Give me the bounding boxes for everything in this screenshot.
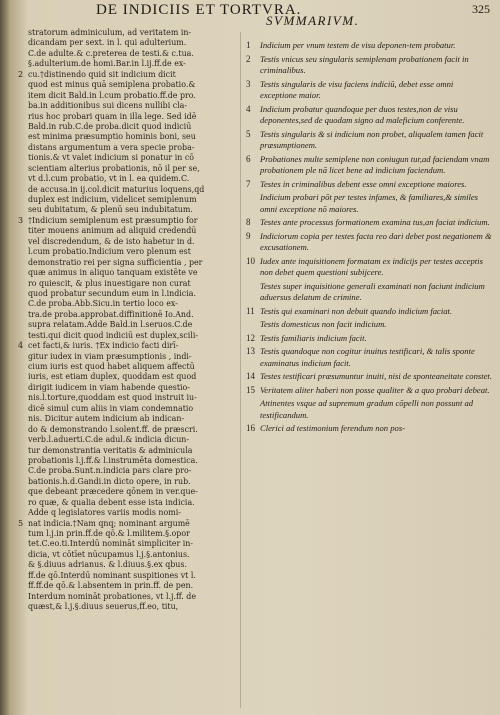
text-line [28, 425, 236, 435]
text-line [28, 539, 236, 549]
text-line [28, 299, 236, 309]
line-text: stratorum adminiculum, ad veritatem in- [28, 28, 192, 37]
line-text: nat indicia.†Nam qnq; nominant argumē [28, 518, 190, 528]
summary-text: Indicium probari pōt per testes infames, & familiares,& similes omni exceptione nō maiores. [260, 192, 479, 214]
line-text: C.de proba.Abb.Sicu.in tertio loco ex- [28, 299, 178, 309]
summary-entry [246, 154, 492, 177]
summary-text: Indicium per vnum testem de visu deponen-tem probatur. [260, 40, 456, 50]
line-text: dicia, vt cōtīet nūcupamus l.j.§.antonius. [28, 549, 190, 559]
text-line [28, 487, 236, 497]
line-text: tet.C.eo.ti.Interdū nomināt simpliciter in- [28, 539, 194, 549]
line-text: verb.l.aduerti.C.de adul.& indicia dicun- [28, 435, 190, 445]
text-line [18, 69, 236, 80]
summary-entry [246, 306, 492, 318]
line-text: bationis.h.d.Gandi.in dicto opere, in rub. [28, 476, 191, 486]
line-text: cu.†distinendo quid sit indicium dicit [28, 69, 176, 79]
text-line [28, 112, 236, 122]
summary-number: 5 [246, 128, 251, 139]
text-line [28, 80, 236, 90]
summary-number: 2 [246, 53, 251, 64]
line-text: tionis.& vt valet indicium si ponatur in cō [28, 153, 194, 163]
text-line [28, 237, 236, 247]
text-line [18, 341, 236, 351]
summary-text: Testes testificari præsumuntur inuiti, nisi de sponteaneitate constet. [260, 371, 492, 381]
line-text: dicandam per sext. in l. qui adulterium. [28, 38, 187, 48]
summary-text: Testis singularis de visu faciens indiciū, debet esse omni exceptione maior. [260, 78, 454, 100]
line-text: Adde q legislatores variis modis nomi- [28, 508, 181, 518]
summary-number: 13 [246, 346, 255, 356]
line-text: quæ animus in aliquo tanquam existēte ve [28, 268, 198, 278]
line-text: de accusa.in ij.col.dicit maturius loquens,qd [28, 184, 205, 194]
summary-number: 15 [246, 384, 255, 395]
line-text: est minima præsumptio hominis boni, seu [28, 132, 196, 142]
line-text: duplex est indicium, videlicet semiplenum [28, 195, 197, 204]
summary-number: 1 [246, 40, 251, 50]
line-text: iuris, est etiam duplex, quoddam est quod [28, 372, 197, 382]
running-title: DE INDICIIS ET TORTVRA. [96, 2, 302, 18]
text-line [28, 185, 236, 195]
line-text: dicē simul cum aliis in viam condemnatio [28, 403, 194, 413]
summary-text: Testis qui examinari non debuit quando indicium faciat. [260, 305, 453, 316]
summary-entry [246, 217, 492, 229]
line-text: ff.ff.de qō.& l.absentem in prin.ff. de pen. [28, 581, 194, 591]
text-line [28, 122, 236, 132]
text-line [28, 466, 236, 476]
line-text: cet facti,& iuris. †Ex indicio facti dirī- [28, 341, 179, 351]
summary-text: Probationes multe semiplene non coniugun tur,ad faciendam vnam probationem ple nā licet bene ad indicium faciendum. [260, 153, 490, 175]
summary-text: Testis singularis & si indicium non probet, aliqualem tamen facit præsumptionem. [260, 128, 484, 150]
line-text: ba.in additionibus sui dicens nullibi cla- [28, 101, 188, 111]
summary-number: 9 [246, 230, 251, 241]
text-line [28, 477, 236, 487]
summary-entry [246, 192, 492, 215]
line-text: demonstratio rei per signa sufficientia , per [28, 257, 203, 267]
line-text: & §.diuus adrianus. & l.diuus.§.ex qbus. [28, 560, 187, 570]
text-line [28, 164, 236, 174]
text-line [28, 28, 236, 38]
summary-text: Indicium probatur quandoque per duos testes,non de visu deponentes,sed de quodam signo ad maleficium conferente. [260, 103, 465, 125]
summary-text: Testes in criminalibus debent esse omni exceptione maiores. [260, 178, 467, 189]
running-head [40, 2, 490, 28]
summary-number: 16 [246, 423, 255, 433]
line-text: tum l.j.in prin.ff.de qō.& l.militem.§.opor [28, 529, 190, 538]
text-line [28, 372, 236, 382]
text-line [28, 446, 236, 456]
summary-text: Testes super inquisitione generali examinati non faciunt indicium aduersus delatum de crimine. [260, 280, 485, 302]
text-line [28, 101, 236, 111]
line-text: ro quiescit, & plus inuestigare non curat [28, 278, 191, 288]
summary-entry [246, 281, 492, 304]
text-line [28, 174, 236, 184]
line-text: quod probatur secundum eum in l.indicia. [28, 288, 196, 298]
summary-entry [246, 179, 492, 191]
text-line [28, 331, 236, 341]
text-line [28, 320, 236, 330]
summary-number: 7 [246, 178, 251, 189]
text-line [28, 362, 236, 372]
line-text: Interdum nomināt probationes, vt l.j.ff. de [28, 591, 197, 601]
line-text: supra relatam.Adde Bald.in l.seruos.C.de [28, 320, 193, 330]
summary-entry [246, 346, 492, 369]
summary-text: Clerici ad testimonium ferendum non pos- [260, 423, 406, 433]
text-line [28, 560, 236, 570]
summary-entry [246, 398, 492, 421]
text-line [28, 91, 236, 101]
line-text: seu dubitatum, & plenū seu indubitatum. [28, 205, 193, 215]
column-divider [240, 32, 241, 708]
text-line [28, 132, 236, 142]
summary-entry [246, 79, 492, 102]
line-text: nis. Dicitur autem indicium ab indican- [28, 414, 185, 424]
page-number: 325 [472, 2, 490, 16]
text-line [28, 247, 236, 257]
text-line [28, 508, 236, 518]
line-text: cium iuris est quod habet aliquem affectū [28, 362, 195, 371]
text-line [28, 153, 236, 163]
summary-text: Iudex ante inquisitionem formatam ex indicijs per testes acceptis non debet quem questioni subijcere. [260, 255, 483, 277]
line-text: vt d.l.cum probatio, vt in l. ea quidem.C. [28, 174, 190, 184]
line-text: probationis l.j.ff.& l.instrumēta domestica. [28, 455, 198, 465]
summary-number: 8 [246, 217, 251, 227]
section-title: SVMMARIVM. [266, 13, 360, 28]
text-line [28, 592, 236, 602]
text-line [28, 59, 236, 69]
line-text: do & demonstrando l.solent.ff. de præscri. [28, 424, 198, 434]
text-line [28, 289, 236, 299]
text-line [28, 571, 236, 581]
text-line [18, 518, 236, 529]
text-line [28, 279, 236, 289]
summary-entry [246, 385, 492, 397]
line-text: Bald.in rub.C.de proba.dicit quod indiciū [28, 121, 192, 131]
line-text: dirigit iudicem in viam habende questio- [28, 382, 190, 392]
summary-number: 10 [246, 255, 255, 266]
text-line [28, 602, 236, 612]
summary-entry [246, 231, 492, 254]
margin-number: 4 [18, 341, 24, 351]
text-line [28, 310, 236, 320]
summary-number: 4 [246, 103, 251, 114]
line-text: item dicit Bald.in l.cum probatio.ff.de pro. [28, 90, 196, 100]
main-text-column [18, 28, 236, 708]
text-line [28, 195, 236, 205]
margin-number: 5 [18, 518, 24, 528]
summary-number: 3 [246, 78, 251, 89]
line-text: l.cum probatio.Indicium vero plenum est [28, 247, 191, 257]
text-line [28, 383, 236, 393]
line-text: distans argumentum a vera specie proba- [28, 142, 195, 152]
text-line [28, 581, 236, 591]
summary-entry [246, 333, 492, 345]
margin-number: 3 [18, 215, 24, 225]
summary-text: Veritatem aliter haberi non posse qualiter & a quo probari debeat. [260, 384, 490, 395]
summary-number: 11 [246, 305, 255, 316]
summary-entry [246, 319, 492, 331]
summary-number: 12 [246, 332, 255, 343]
summary-entry [246, 256, 492, 279]
line-text: scientiam alterius probationis, nō il per se, [28, 163, 200, 173]
summary-entry [246, 40, 492, 52]
line-text: C.de adulte.& c.preterea de testi.& c.tua. [28, 48, 194, 58]
text-line [28, 414, 236, 424]
text-line [28, 205, 236, 215]
line-text: tur demonstrantia veritatis & adminicula [28, 445, 193, 455]
text-line [18, 215, 236, 226]
text-line [28, 38, 236, 48]
line-text: nis.l.torture,quoddam est quod instruit iu- [28, 393, 197, 403]
summary-text: Indiciorum copia per testes facta reo dari debet post negationem & excusationem. [260, 230, 492, 252]
summary-column [246, 40, 492, 708]
line-text: quæst,& l.j.§.diuus seuerus,ff.eo, titu, [28, 602, 179, 612]
text-line [28, 143, 236, 153]
summary-text: Testis vnicus seu singularis semiplenam probationem facit in criminalibus. [260, 53, 469, 75]
line-text: que debeant præcedere qōnem in ver.que- [28, 487, 198, 497]
line-text: testi.qui dicit quod indiciū est duplex,scili- [28, 330, 199, 340]
line-text: §.adulterium.de homi.Bar.in l.ij.ff.de ex- [28, 59, 186, 69]
text-line [28, 550, 236, 560]
summary-text: Testis quandoque non cogitur inuitus testificari, & talis sponte examinatus indicium facit. [260, 346, 475, 368]
line-text: †Indicium semiplenum est præsumptio for [28, 215, 198, 225]
summary-number: 6 [246, 153, 251, 164]
summary-number: 14 [246, 371, 255, 381]
summary-text: Testis familiaris indicium facit. [260, 332, 367, 343]
summary-entry [246, 104, 492, 127]
text-line [28, 226, 236, 236]
text-line [28, 49, 236, 59]
text-line [28, 435, 236, 445]
summary-entry [246, 54, 492, 77]
text-line [28, 498, 236, 508]
summary-entry [246, 423, 492, 435]
text-line [28, 529, 236, 539]
text-line [28, 268, 236, 278]
summary-text: Testis domesticus non facit indicium. [260, 319, 387, 329]
text-line [28, 352, 236, 362]
line-text: rius hoc probari quam in illa lege. Sed idē [28, 111, 197, 121]
summary-entry [246, 129, 492, 152]
summary-entry [246, 371, 492, 383]
line-text: tra.de proba.approbat.diffinitionē Io.And. [28, 309, 194, 319]
margin-number: 2 [18, 69, 24, 79]
summary-text: Testes ante processus formationem examina tus,an faciat indicium. [260, 217, 490, 227]
text-line [28, 404, 236, 414]
text-line [28, 393, 236, 403]
summary-text: Attinentes vsque ad supremum gradum cōpelli non possunt ad testificandum. [260, 398, 474, 420]
line-text: gitur iudex in viam præsumptionis , indi- [28, 351, 192, 361]
line-text: titer mouens animum ad aliquid credendū [28, 226, 197, 236]
line-text: ro quæ, & qualia debent esse ista indicia. [28, 497, 195, 507]
text-line [28, 258, 236, 268]
line-text: C.de proba.Sunt.n.indicia pars clare pro- [28, 466, 192, 476]
line-text: quod est minus quā semiplena probatio.& [28, 80, 196, 90]
line-text: vel discredendum, & de isto habetur in d. [28, 236, 195, 246]
text-line [28, 456, 236, 466]
line-text: ff.de qō.Interdū nominant suspitiones vt l. [28, 570, 196, 580]
